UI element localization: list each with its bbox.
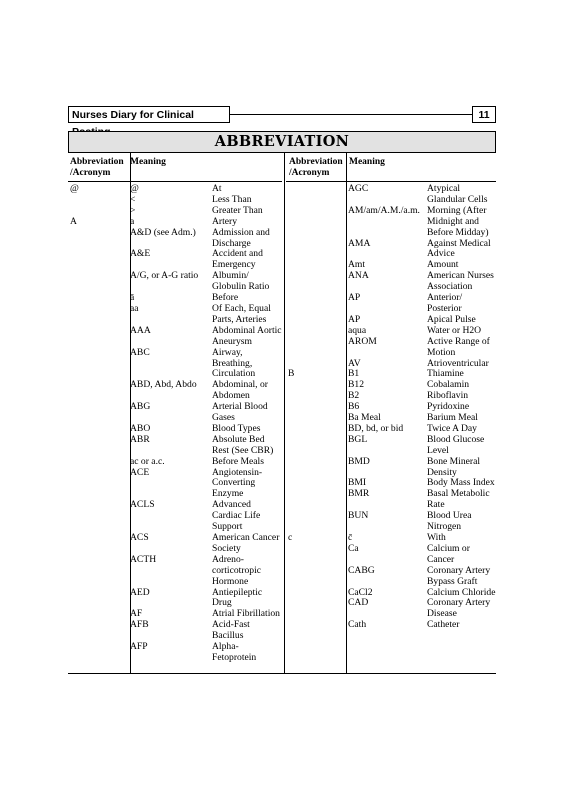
- meaning-cell: Barium Meal: [427, 412, 478, 424]
- meaning-cell: Against Medical Advice: [427, 237, 491, 260]
- meaning-cell: Alpha- Fetoprotein: [212, 641, 257, 663]
- letter-cell: [286, 402, 348, 413]
- meaning-cell: Blood Urea Nitrogen: [427, 510, 472, 533]
- abbreviation-cell: BMI: [348, 477, 367, 489]
- left-rows: [68, 184, 282, 664]
- letter-cell: @: [70, 183, 79, 194]
- letter-cell: [286, 239, 348, 261]
- letter-cell: [286, 315, 348, 326]
- abbreviation-cell: AP: [348, 292, 361, 304]
- letter-cell: [286, 478, 348, 489]
- meaning-cell: Atrioventricular: [427, 357, 489, 369]
- letter-cell: [68, 249, 130, 271]
- table-row: [286, 206, 496, 239]
- meaning-cell: Atrial Fibrillation: [212, 608, 280, 620]
- letter-cell: [286, 206, 348, 239]
- meaning-cell: Morning (After Midnight and Before Midday): [427, 204, 489, 238]
- abbreviation-cell: c̄: [348, 532, 353, 543]
- meaning-cell: Arterial Blood Gases: [212, 401, 268, 424]
- meaning-cell: Angiotensin- Converting Enzyme: [212, 466, 263, 500]
- meaning-cell: Abdominal Aortic Aneurysm: [212, 324, 282, 347]
- meaning-cell: Airway, Breathing, Circulation: [212, 346, 256, 380]
- letter-cell: [68, 609, 130, 620]
- meaning-cell: Calcium Chloride: [427, 586, 496, 598]
- meaning-cell: Abdominal, or Abdomen: [212, 379, 268, 402]
- letter-cell: [286, 271, 348, 293]
- letter-cell: [68, 500, 130, 533]
- abbreviation-cell: ACTH: [130, 553, 157, 565]
- meaning-cell: Absolute Bed Rest (See CBR): [212, 433, 274, 456]
- table-row: [286, 544, 496, 566]
- table-row: [286, 293, 496, 315]
- letter-cell: [68, 326, 130, 348]
- letter-cell: [286, 424, 348, 435]
- table-row: [68, 468, 282, 501]
- abbreviation-cell: BMR: [348, 488, 370, 500]
- letter-cell: [68, 228, 130, 250]
- meaning-cell: Before Meals: [212, 455, 264, 467]
- table-row: [286, 337, 496, 359]
- table-row: [68, 380, 282, 402]
- abbreviation-cell: A&E: [130, 248, 151, 260]
- meaning-cell: Active Range of Motion: [427, 335, 490, 358]
- meaning-cell: Coronary Artery Disease: [427, 597, 491, 620]
- letter-cell: [68, 424, 130, 435]
- header-divider: [68, 181, 282, 182]
- letter-cell: [286, 337, 348, 359]
- letter-cell: [286, 511, 348, 533]
- letter-cell: [68, 468, 130, 501]
- letter-cell: [286, 260, 348, 271]
- table-row: [286, 566, 496, 588]
- meaning-cell: Blood Types: [212, 422, 261, 434]
- letter-cell: [68, 457, 130, 468]
- abbreviation-cell: Cath: [348, 619, 367, 631]
- table-row: [286, 239, 496, 261]
- abbreviation-cell: ABG: [130, 401, 151, 413]
- table-row: [286, 359, 496, 370]
- abbreviation-cell: CaCl2: [348, 586, 373, 598]
- letter-cell: [286, 598, 348, 620]
- table-row: [68, 533, 282, 555]
- abbreviation-cell: ac or a.c.: [130, 455, 165, 467]
- meaning-cell: Before: [212, 292, 239, 304]
- table-row: [68, 402, 282, 424]
- letter-cell: [68, 271, 130, 293]
- meaning-cell: Basal Metabolic Rate: [427, 488, 490, 511]
- table-row: [68, 304, 282, 326]
- letter-cell: [68, 402, 130, 424]
- abbreviation-cell: BMD: [348, 455, 370, 467]
- abbreviation-cell: ACE: [130, 466, 150, 478]
- left-letter-divider: [130, 153, 131, 673]
- letter-cell: [68, 555, 130, 588]
- meaning-header: Meaning: [130, 157, 166, 167]
- table-row: [68, 642, 282, 664]
- right-column: [286, 153, 496, 673]
- abbreviation-cell: BUN: [348, 510, 369, 522]
- right-rows: [286, 184, 496, 631]
- abbreviation-cell: ANA: [348, 270, 369, 282]
- meaning-cell: Catheter: [427, 619, 460, 631]
- letter-cell: [286, 326, 348, 337]
- letter-cell: [286, 293, 348, 315]
- meaning-cell: Apical Pulse: [427, 313, 476, 325]
- abbreviation-cell: CABG: [348, 564, 375, 576]
- meaning-cell: Albumin/ Globulin Ratio: [212, 270, 270, 293]
- meaning-cell: Adreno- corticotropic Hormone: [212, 553, 262, 587]
- abbreviation-cell: B2: [348, 390, 360, 402]
- abbreviation-cell: ABO: [130, 422, 151, 434]
- abbreviation-cell: <: [130, 193, 136, 205]
- letter-cell: [286, 391, 348, 402]
- letter-cell: [286, 620, 348, 631]
- center-divider: [284, 153, 285, 673]
- letter-cell: [286, 544, 348, 566]
- letter-cell: [68, 435, 130, 457]
- table-row: [68, 217, 282, 228]
- meaning-cell: American Nurses Association: [427, 270, 494, 293]
- page-number: 11: [472, 106, 496, 123]
- meaning-cell: Thiamine: [427, 368, 464, 380]
- letter-cell: [286, 184, 348, 206]
- letter-cell: [68, 380, 130, 402]
- letter-cell: [286, 489, 348, 511]
- table-row: [68, 228, 282, 250]
- meaning-cell: Amount: [427, 259, 459, 271]
- abbreviation-cell: AV: [348, 357, 361, 369]
- abbreviation-cell: ā: [130, 292, 135, 304]
- letter-cell: [286, 457, 348, 479]
- letter-cell: [286, 359, 348, 370]
- table-bottom-rule: [68, 673, 496, 674]
- meaning-cell: Artery: [212, 215, 238, 227]
- right-column-header: [286, 153, 496, 184]
- abbreviation-cell: Ba Meal: [348, 412, 381, 424]
- left-column: [68, 153, 282, 673]
- abbrev-header: Abbreviation /Acronym: [289, 157, 343, 178]
- meaning-cell: Twice A Day: [427, 422, 477, 434]
- letter-cell: [286, 566, 348, 588]
- letter-cell: [68, 588, 130, 610]
- left-column-header: [68, 153, 282, 184]
- abbreviation-cell: CAD: [348, 597, 369, 609]
- meaning-cell: American Cancer Society: [212, 532, 280, 554]
- meaning-cell: With: [427, 532, 446, 543]
- table-row: [286, 457, 496, 479]
- meaning-cell: Water or H2O: [427, 324, 482, 336]
- meaning-cell: Blood Glucose Level: [427, 433, 485, 456]
- letter-cell: [68, 293, 130, 304]
- abbreviation-cell: A/G, or A-G ratio: [130, 270, 199, 282]
- abbreviation-cell: ACLS: [130, 499, 155, 511]
- meaning-cell: Coronary Artery Bypass Graft: [427, 564, 491, 587]
- letter-cell: c: [288, 532, 293, 543]
- meaning-cell: Antiepileptic Drug: [212, 586, 263, 609]
- letter-cell: [68, 533, 130, 555]
- abbreviation-cell: BGL: [348, 433, 368, 445]
- abbreviation-cell: @: [130, 183, 139, 194]
- book-title: Nurses Diary for Clinical: [68, 106, 230, 123]
- letter-cell: B: [288, 368, 295, 380]
- letter-cell: [68, 195, 130, 206]
- table-row: [68, 435, 282, 457]
- meaning-cell: Less Than: [212, 193, 252, 205]
- meaning-cell: Cobalamin: [427, 379, 470, 391]
- table-row: [286, 184, 496, 206]
- letter-cell: [68, 304, 130, 326]
- meaning-cell: Acid-Fast Bacillus: [212, 619, 250, 642]
- abbreviation-cell: ACS: [130, 532, 149, 543]
- table-row: [68, 271, 282, 293]
- abbreviation-cell: Ca: [348, 542, 359, 554]
- abbreviation-cell: AF: [130, 608, 143, 620]
- abbreviation-cell: ABD, Abd, Abdo: [130, 379, 197, 391]
- abbreviation-cell: B12: [348, 379, 364, 391]
- table-row: [68, 620, 282, 642]
- meaning-cell: Admission and Discharge: [212, 226, 270, 249]
- table-row: [286, 511, 496, 533]
- abbreviation-cell: >: [130, 204, 136, 216]
- abbreviation-cell: AAA: [130, 324, 151, 336]
- meaning-cell: Greater Than: [212, 204, 263, 216]
- page-header: [68, 106, 496, 123]
- abbreviation-cell: aa: [130, 302, 139, 314]
- letter-cell: [68, 206, 130, 217]
- meaning-header: Meaning: [349, 157, 385, 167]
- letter-cell: [68, 642, 130, 664]
- abbreviation-cell: AFB: [130, 619, 149, 631]
- meaning-cell: Anterior/ Posterior: [427, 292, 463, 314]
- header-divider: [286, 181, 496, 182]
- table-row: [286, 598, 496, 620]
- letter-cell: [286, 435, 348, 457]
- header-rule: [230, 114, 472, 115]
- meaning-cell: At: [212, 183, 222, 194]
- abbreviation-cell: AROM: [348, 335, 377, 347]
- abbreviation-cell: Amt: [348, 259, 366, 271]
- abbreviation-cell: ABR: [130, 433, 150, 445]
- meaning-cell: Bone Mineral Density: [427, 455, 481, 478]
- table-row: [286, 271, 496, 293]
- meaning-cell: Body Mass Index: [427, 477, 495, 489]
- letter-cell: [286, 380, 348, 391]
- abbreviation-cell: AMA: [348, 237, 371, 249]
- abbreviation-cell: B1: [348, 368, 360, 380]
- meaning-cell: Of Each, Equal Parts, Arteries: [212, 302, 271, 325]
- abbreviation-cell: AFP: [130, 641, 148, 653]
- meaning-cell: Riboflavin: [427, 390, 469, 402]
- letter-cell: [286, 413, 348, 424]
- letter-cell: [68, 620, 130, 642]
- abbreviation-cell: BD, bd, or bid: [348, 422, 404, 434]
- table-row: [286, 489, 496, 511]
- table-row: [68, 457, 282, 468]
- abbreviation-cell: ABC: [130, 346, 150, 358]
- table-row: [68, 348, 282, 381]
- abbreviation-cell: AGC: [348, 183, 369, 194]
- table-row: [68, 206, 282, 217]
- table-row: [68, 588, 282, 610]
- abbreviation-cell: A&D (see Adm.): [130, 226, 196, 238]
- abbrev-header: Abbreviation /Acronym: [70, 157, 124, 178]
- table-row: [286, 620, 496, 631]
- meaning-cell: Accident and Emergency: [212, 248, 263, 271]
- abbreviation-cell: AED: [130, 586, 150, 598]
- table-row: [68, 500, 282, 533]
- table-row: [68, 555, 282, 588]
- meaning-cell: Calcium or Cancer: [427, 542, 470, 565]
- abbreviation-cell: AP: [348, 313, 361, 325]
- meaning-cell: Atypical Glandular Cells: [427, 183, 488, 205]
- abbreviation-cell: B6: [348, 401, 360, 413]
- abbreviation-cell: aqua: [348, 324, 367, 336]
- section-title: ABBREVIATION: [68, 131, 496, 153]
- meaning-cell: Advanced Cardiac Life Support: [212, 499, 261, 533]
- table-row: [68, 249, 282, 271]
- table-row: [68, 326, 282, 348]
- abbreviation-cell: AM/am/A.M./a.m.: [348, 204, 420, 216]
- letter-cell: A: [70, 215, 77, 227]
- letter-cell: [286, 588, 348, 599]
- abbreviation-cell: a: [130, 215, 135, 227]
- meaning-cell: Pyridoxine: [427, 401, 470, 413]
- letter-cell: [68, 348, 130, 381]
- table-row: [286, 435, 496, 457]
